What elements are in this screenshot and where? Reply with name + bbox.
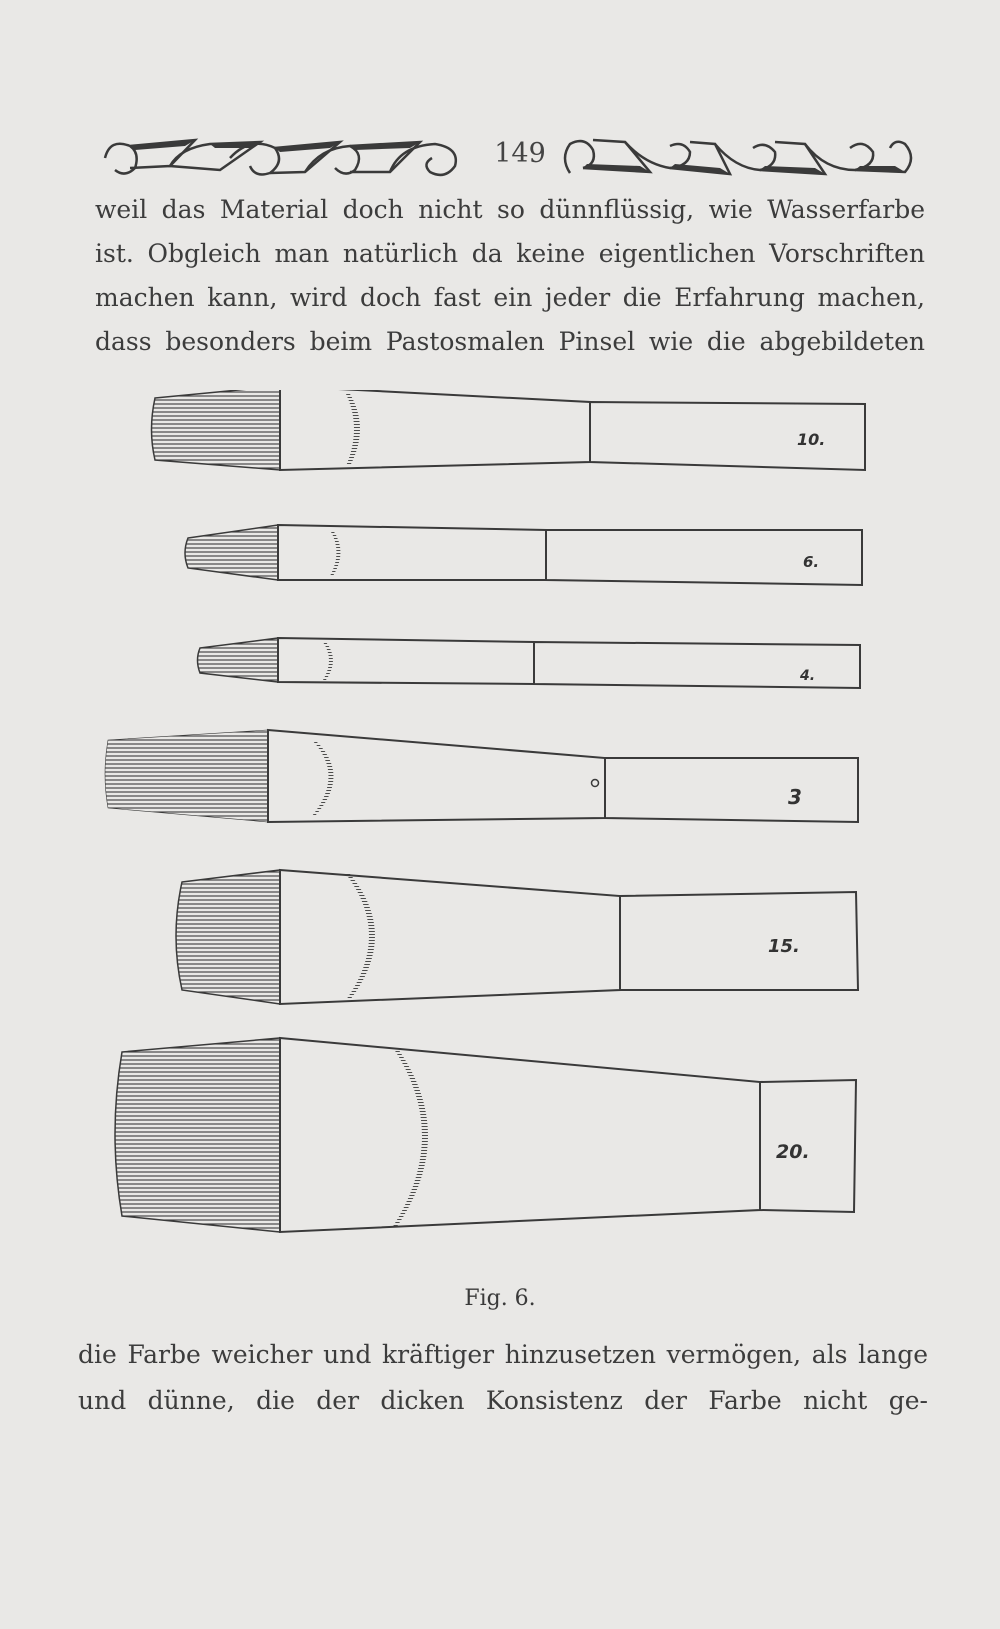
brush-label-10: 10. [797,430,826,449]
text-line: und dünne, die der dicken Konsistenz der Farbe nicht ge- [78,1386,928,1415]
brush-label-4: 4. [800,668,816,684]
body-text-top [95,188,925,364]
brush-3 [105,730,858,822]
page-header [100,128,920,188]
text-line: die Farbe weicher und kräftiger hinzusetzen vermögen, als lange [78,1340,928,1369]
brush-20 [115,1038,856,1232]
figure-caption: Fig. 6. [464,1286,536,1311]
brush-label-20: 20. [776,1141,810,1163]
brush-10 [152,390,866,470]
text-line: ist. Obgleich man natürlich da keine eigentlichen Vorschriften [95,239,925,268]
ornament-left [100,128,480,188]
brush-label-15: 15. [768,936,800,957]
text-line: dass besonders beim Pastosmalen Pinsel wie die abgebildeten [95,327,925,356]
brush-15 [176,870,858,1004]
brush-6 [185,525,862,585]
text-line: machen kann, wird doch fast ein jeder die Erfahrung machen, [95,283,925,312]
brush-label-6: 6. [803,553,820,571]
text-line: weil das Material doch nicht so dünnflüssig, wie Wasserfarbe [95,195,925,224]
brush-4 [198,638,861,688]
body-text-bottom [78,1332,928,1424]
page-number: 149 [494,138,546,169]
ornament-right [555,128,920,188]
brush-label-3: 3 [788,785,802,809]
brush-figure [100,390,900,1290]
